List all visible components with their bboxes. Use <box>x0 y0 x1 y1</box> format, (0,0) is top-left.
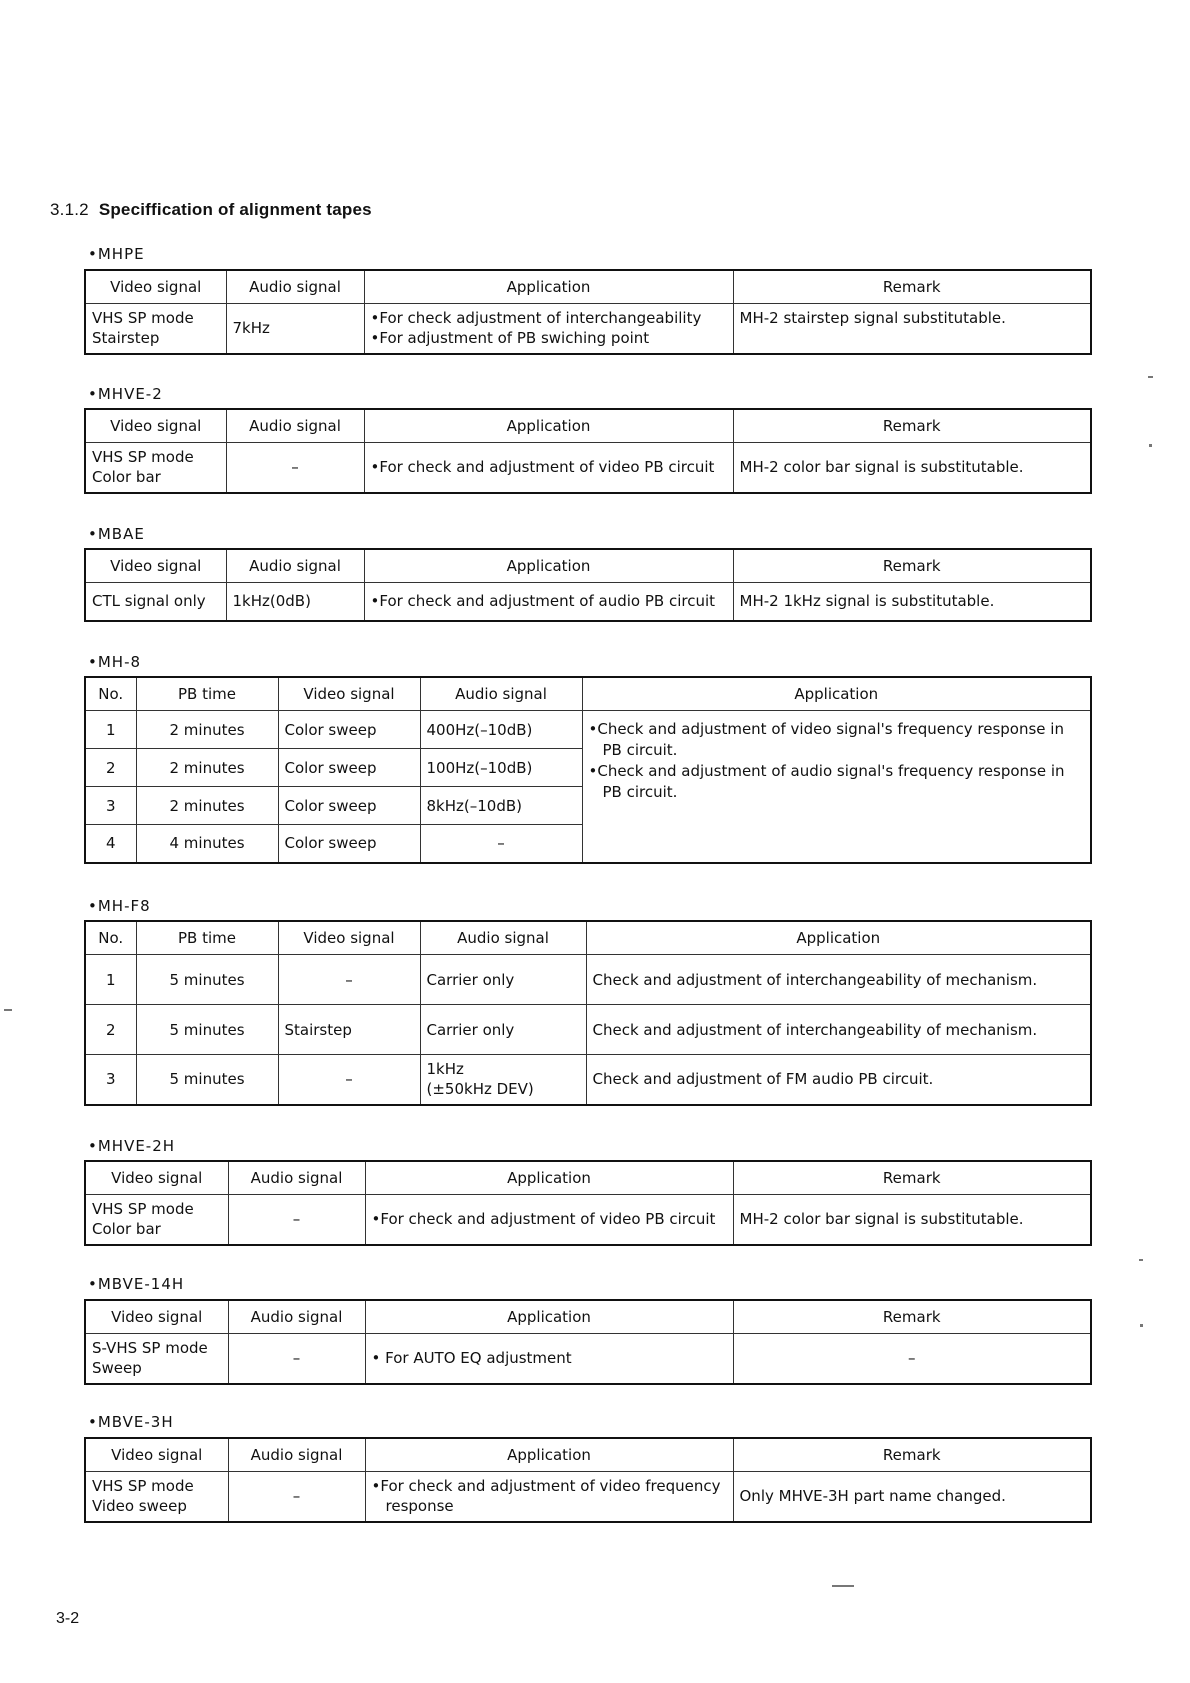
cell-audio-signal: – <box>420 825 582 863</box>
cell-application: •For check and adjustment of audio PB circuit <box>364 583 733 621</box>
cell-no: 3 <box>85 1055 136 1105</box>
header-video-signal: Video signal <box>85 409 226 443</box>
table-header-row <box>85 677 1091 711</box>
table-mbve3h <box>84 1437 1092 1523</box>
cell-remark: MH-2 color bar signal is substitutable. <box>733 443 1091 493</box>
tape-label-mh8: •MH-8 <box>88 653 142 671</box>
cell-audio-signal: – <box>228 1334 365 1384</box>
application-line: PB circuit. <box>602 741 678 759</box>
video-line: VHS SP mode <box>92 309 194 328</box>
cell-remark: MH-2 1kHz signal is substitutable. <box>733 583 1091 621</box>
tape-label-mhve2: •MHVE-2 <box>88 385 163 403</box>
audio-line: (±50kHz DEV) <box>426 1080 534 1099</box>
cell-video-signal: Color sweep <box>278 711 420 749</box>
cell-audio-signal: Carrier only <box>420 955 586 1005</box>
cell-application: Check and adjustment of interchangeability of mechanism. <box>586 1005 1091 1055</box>
table-header-row <box>85 1161 1091 1195</box>
cell-video-signal <box>85 1472 228 1522</box>
header-audio-signal: Audio signal <box>228 1300 365 1334</box>
header-pb-time: PB time <box>136 921 278 955</box>
table-mbve14h <box>84 1299 1092 1385</box>
header-audio-signal: Audio signal <box>228 1438 365 1472</box>
application-line: •For check and adjustment of video frequency <box>371 1477 721 1496</box>
application-line: •For adjustment of PB swiching point <box>370 329 650 348</box>
cell-no: 4 <box>85 825 136 863</box>
header-audio-signal: Audio signal <box>420 677 582 711</box>
table-header-row <box>85 549 1091 583</box>
cell-video-signal: CTL signal only <box>85 583 226 621</box>
header-no: No. <box>85 677 136 711</box>
cell-application: Check and adjustment of FM audio PB circuit. <box>586 1055 1091 1105</box>
header-video-signal: Video signal <box>85 1300 228 1334</box>
application-line: •Check and adjustment of audio signal's frequency response in <box>588 762 1065 780</box>
section-heading <box>50 200 372 220</box>
table-row <box>85 1334 1091 1384</box>
header-no: No. <box>85 921 136 955</box>
cell-audio-signal: 7kHz <box>226 304 364 354</box>
table-mhf8 <box>84 920 1092 1106</box>
tape-label-mhf8: •MH-F8 <box>88 897 151 915</box>
application-line: response <box>385 1497 454 1516</box>
cell-audio-signal: – <box>226 443 364 493</box>
header-audio-signal: Audio signal <box>226 549 364 583</box>
video-line: S-VHS SP mode <box>92 1339 208 1358</box>
table-row <box>85 1055 1091 1105</box>
cell-audio-signal: Carrier only <box>420 1005 586 1055</box>
cell-no: 3 <box>85 787 136 825</box>
table-row <box>85 1472 1091 1522</box>
header-audio-signal: Audio signal <box>228 1161 365 1195</box>
cell-remark: – <box>733 1334 1091 1384</box>
cell-no: 1 <box>85 955 136 1005</box>
cell-remark: MH-2 stairstep signal substitutable. <box>733 304 1091 354</box>
cell-pb-time: 5 minutes <box>136 1055 278 1105</box>
cell-application: Check and adjustment of interchangeability of mechanism. <box>586 955 1091 1005</box>
video-line: Stairstep <box>92 329 160 348</box>
cell-video-signal <box>85 443 226 493</box>
cell-audio-signal: – <box>228 1472 365 1522</box>
header-application: Application <box>364 409 733 443</box>
section-title: Speciffication of alignment tapes <box>98 200 372 219</box>
header-application: Application <box>365 1161 733 1195</box>
cell-audio-signal: 1kHz(0dB) <box>226 583 364 621</box>
table-row <box>85 304 1091 354</box>
table-header-row <box>85 1300 1091 1334</box>
audio-line: 1kHz <box>426 1060 464 1079</box>
header-video-signal: Video signal <box>85 549 226 583</box>
header-remark: Remark <box>733 270 1091 304</box>
cell-video-signal <box>85 1334 228 1384</box>
video-line: Sweep <box>92 1359 142 1378</box>
cell-audio-signal: 100Hz(–10dB) <box>420 749 582 787</box>
application-line: •Check and adjustment of video signal's frequency response in <box>588 720 1064 738</box>
header-audio-signal: Audio signal <box>226 409 364 443</box>
header-video-signal: Video signal <box>85 1438 228 1472</box>
cell-video-signal: Stairstep <box>278 1005 420 1055</box>
header-remark: Remark <box>733 1300 1091 1334</box>
cell-application: • For AUTO EQ adjustment <box>365 1334 733 1384</box>
header-application: Application <box>365 1300 733 1334</box>
header-application: Application <box>582 677 1091 711</box>
header-remark: Remark <box>733 1438 1091 1472</box>
header-audio-signal: Audio signal <box>420 921 586 955</box>
cell-application <box>364 304 733 354</box>
cell-video-signal: – <box>278 1055 420 1105</box>
application-line: •For check adjustment of interchangeability <box>370 309 702 328</box>
scan-speck <box>4 1009 12 1011</box>
scan-speck <box>1148 376 1153 378</box>
cell-video-signal: – <box>278 955 420 1005</box>
header-video-signal: Video signal <box>85 270 226 304</box>
cell-video-signal: Color sweep <box>278 787 420 825</box>
cell-video-signal: Color sweep <box>278 825 420 863</box>
cell-application <box>582 711 1091 863</box>
cell-application <box>365 1472 733 1522</box>
table-row <box>85 1195 1091 1245</box>
table-header-row <box>85 270 1091 304</box>
table-row <box>85 443 1091 493</box>
header-remark: Remark <box>733 1161 1091 1195</box>
cell-application: •For check and adjustment of video PB circuit <box>364 443 733 493</box>
header-application: Application <box>586 921 1091 955</box>
header-application: Application <box>365 1438 733 1472</box>
table-mhpe <box>84 269 1092 355</box>
cell-audio-signal: 400Hz(–10dB) <box>420 711 582 749</box>
scan-speck <box>1139 1259 1143 1261</box>
tape-label-mbae: •MBAE <box>88 525 145 543</box>
table-row <box>85 955 1091 1005</box>
cell-pb-time: 2 minutes <box>136 787 278 825</box>
header-remark: Remark <box>733 549 1091 583</box>
cell-video-signal <box>85 1195 228 1245</box>
cell-pb-time: 2 minutes <box>136 711 278 749</box>
tape-label-mhpe: •MHPE <box>88 245 145 263</box>
header-remark: Remark <box>733 409 1091 443</box>
cell-video-signal: Color sweep <box>278 749 420 787</box>
tape-label-mbve14h: •MBVE-14H <box>88 1275 185 1293</box>
header-video-signal: Video signal <box>278 921 420 955</box>
cell-audio-signal <box>420 1055 586 1105</box>
video-line: VHS SP mode <box>92 448 194 467</box>
header-video-signal: Video signal <box>85 1161 228 1195</box>
header-application: Application <box>364 549 733 583</box>
table-mbae <box>84 548 1092 622</box>
cell-application: •For check and adjustment of video PB circuit <box>365 1195 733 1245</box>
cell-video-signal <box>85 304 226 354</box>
cell-audio-signal: 8kHz(–10dB) <box>420 787 582 825</box>
cell-pb-time: 5 minutes <box>136 1005 278 1055</box>
cell-pb-time: 2 minutes <box>136 749 278 787</box>
table-row <box>85 1005 1091 1055</box>
scan-speck <box>832 1585 854 1587</box>
scan-speck <box>1149 444 1152 447</box>
table-row <box>85 583 1091 621</box>
video-line: Color bar <box>92 468 161 487</box>
page-number: 3-2 <box>56 1610 80 1627</box>
cell-pb-time: 4 minutes <box>136 825 278 863</box>
table-header-row <box>85 921 1091 955</box>
tape-label-mhve2h: •MHVE-2H <box>88 1137 176 1155</box>
cell-remark: Only MHVE-3H part name changed. <box>733 1472 1091 1522</box>
table-header-row <box>85 409 1091 443</box>
video-line: Video sweep <box>92 1497 187 1516</box>
cell-no: 2 <box>85 1005 136 1055</box>
header-pb-time: PB time <box>136 677 278 711</box>
header-video-signal: Video signal <box>278 677 420 711</box>
header-audio-signal: Audio signal <box>226 270 364 304</box>
cell-no: 2 <box>85 749 136 787</box>
cell-audio-signal: – <box>228 1195 365 1245</box>
video-line: Color bar <box>92 1220 161 1239</box>
table-row <box>85 711 1091 749</box>
section-number: 3.1.2 <box>50 200 89 219</box>
application-line: PB circuit. <box>602 783 678 801</box>
video-line: VHS SP mode <box>92 1200 194 1219</box>
table-mhve2h <box>84 1160 1092 1246</box>
video-line: VHS SP mode <box>92 1477 194 1496</box>
tape-label-mbve3h: •MBVE-3H <box>88 1413 174 1431</box>
table-mh8 <box>84 676 1092 864</box>
cell-remark: MH-2 color bar signal is substitutable. <box>733 1195 1091 1245</box>
cell-pb-time: 5 minutes <box>136 955 278 1005</box>
header-application: Application <box>364 270 733 304</box>
table-mhve2 <box>84 408 1092 494</box>
scan-speck <box>1140 1324 1143 1327</box>
table-header-row <box>85 1438 1091 1472</box>
cell-no: 1 <box>85 711 136 749</box>
